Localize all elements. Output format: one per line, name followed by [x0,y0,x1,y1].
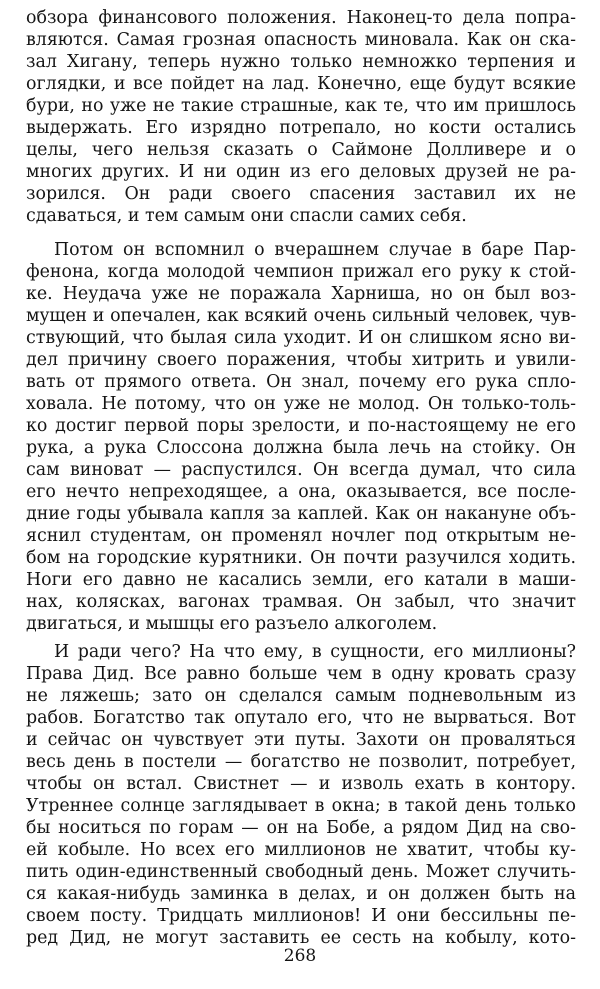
text-line: вать от прямого ответа. Он знал, почему его рука сплo- [26,372,576,392]
text-line: Ноги его давно не касались земли, его катали в маши- [26,570,576,590]
text-line: ке. Неудача уже не поражала Харниша, но он был воз- [26,284,576,304]
text-line: чтобы он встал. Свистнет — и изволь ехать в контору. [26,774,576,794]
text-line: нах, колясках, вагонах трамвая. Он забыл, что значит [26,592,576,612]
text-line: Права Дид. Все равно больше чем в одну кровать сразу [26,664,576,684]
text-line: весь день в постели — богатство не позволит, потребует, [26,752,576,772]
text-line: оглядки, и все пойдет на лад. Конечно, еще будут всякие [26,74,576,94]
text-line: яснил студентам, он променял ночлег под открытым не- [26,526,576,546]
text-line: бы носиться по горам — он на Бобе, а рядом Дид на сво- [26,818,576,838]
text-line: дел причину своего поражения, чтобы хитрить и увили- [26,350,576,370]
text-line: двигаться, и мышцы его разъело алкоголем. [26,614,438,634]
text-line: выдержать. Его изрядно потрепало, но кости остались [26,118,576,138]
text-line: многих других. И ни один из его деловых друзей не ра- [26,162,576,182]
text-line: бом на городские курятники. Он почти разучился ходить. [26,548,576,568]
text-line: фенона, когда молодой чемпион прижал его руку к стой- [26,262,576,282]
text-line: ей кобыле. Но всех его миллионов не хватит, чтобы ку- [26,840,576,860]
text-line: бури, но уже не такие страшные, как те, что им пришлось [26,96,576,116]
text-line: ствующий, что былая сила уходит. И он слишком ясно ви- [26,328,576,348]
text-line: не ляжешь; зато он сделался самым подневольным из [26,686,576,706]
text-line: ред Дид, не могут заставить ее сесть на кобылу, кото- [26,928,576,948]
text-line: пить один-единственный свободный день. Может случить- [26,862,576,882]
text-line: рука, а рука Слоссона должна была лечь на стойку. Он [26,438,576,458]
text-line: Утреннее солнце заглядывает в окна; в такой день только [26,796,576,816]
paragraph-first-line: И ради чего? На что ему, в сущности, его миллионы? [54,642,576,662]
text-line: дние годы убывала капля за каплей. Как он накануне объ- [26,504,576,524]
paragraph-first-line: Потом он вспомнил о вчерашнем случае в баре Пар- [54,240,576,260]
text-line: обзора финансового положения. Наконец-то дела попра- [26,8,576,28]
text-line: мущен и опечален, как всякий очень сильный человек, чув- [26,306,576,326]
text-line: зорился. Он ради своего спасения заставил их не [26,184,576,204]
text-line: сам виноват — распустился. Он всегда думал, что сила [26,460,576,480]
page-number: 268 [283,946,317,966]
text-line: зал Хигану, теперь нужно только немножко терпения и [26,52,576,72]
text-line: ся какая-нибудь заминка в делах, и он должен быть на [26,884,576,904]
text-line: рабов. Богатство так опутало его, что не вырваться. Вот [26,708,576,728]
text-line: вляются. Самая грозная опасность миновала. Как он ска- [26,30,576,50]
text-line: ко достиг первой поры зрелости, и по-настоящему не его [26,416,576,436]
text-line: его нечто непреходящее, а она, оказывается, все после- [26,482,576,502]
text-line: целы, чего нельзя сказать о Саймоне Долливере и о [26,140,576,160]
text-line: сдаваться, и тем самым они спасли самих себя. [26,206,467,226]
text-line: и сейчас он чувствует эти путы. Захоти он проваляться [26,730,576,750]
text-line: своем посту. Тридцать миллионов! И они бессильны пе- [26,906,576,926]
text-line: ховала. Не потому, что он уже не молод. Он только-толь- [26,394,576,414]
